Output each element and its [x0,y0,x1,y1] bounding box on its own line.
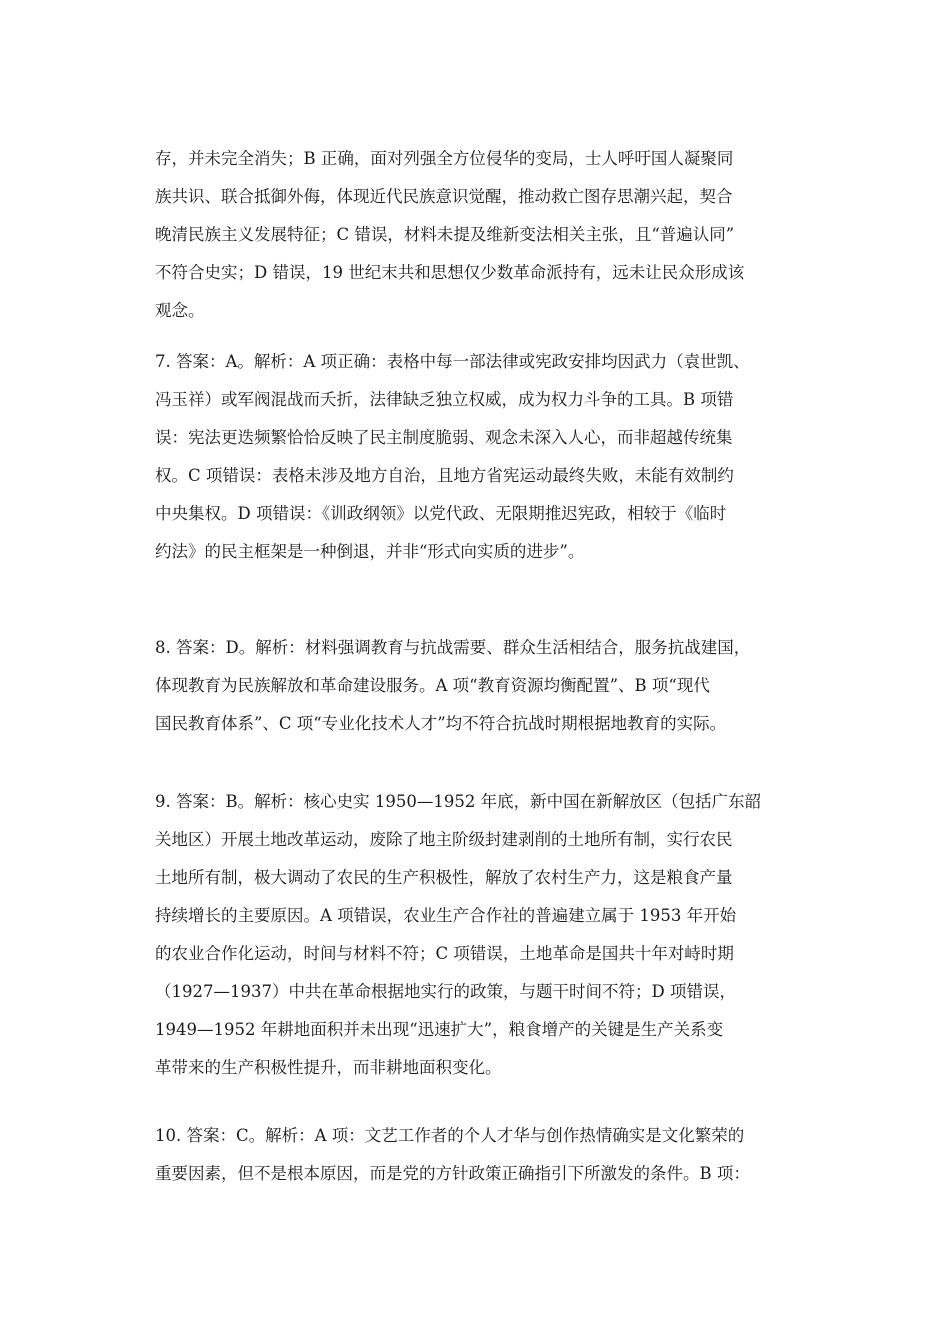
paragraph-line: 权。C 项错误：表格未涉及地方自治，且地方省宪运动最终失败，未能有效制约 [155,466,734,485]
paragraph-line: 体现教育为民族解放和革命建设服务。A 项“教育资源均衡配置”、B 项“现代 [155,676,710,695]
paragraph-line: 持续增长的主要原因。A 项错误，农业生产合作社的普遍建立属于 1953 年开始 [155,906,737,925]
answer-9-paragraph [155,783,805,1087]
paragraph-line: 7. 答案：A。解析：A 项正确：表格中每一部法律或宪政安排均因武力（袁世凯、 [155,352,750,371]
paragraph-line: 土地所有制，极大调动了农民的生产积极性，解放了农村生产力，这是粮食产量 [155,868,733,887]
answer-8-paragraph [155,629,805,743]
paragraph-line: 10. 答案：C。解析：A 项：文艺工作者的个人才华与创作热情确实是文化繁荣的 [155,1126,745,1145]
paragraph-line: 误：宪法更迭频繁恰恰反映了民主制度脆弱、观念未深入人心，而非超越传统集 [155,428,733,447]
paragraph-line: 关地区）开展土地改革运动，废除了地主阶级封建剥削的土地所有制，实行农民 [155,830,733,849]
paragraph-line: 中央集权。D 项错误：《训政纲领》以党代政、无限期推迟宪政，相较于《临时 [155,504,727,523]
paragraph-line: 约法》的民主框架是一种倒退，并非“形式向实质的进步”。 [155,542,585,561]
paragraph-line: 8. 答案：D。解析：材料强调教育与抗战需要、群众生活相结合，服务抗战建国， [155,638,751,657]
paragraph-line: 族共识、联合抵御外侮，体现近代民族意识觉醒，推动救亡图存思潮兴起，契合 [155,187,733,206]
answer-6-continued-paragraph [155,140,805,330]
answer-10-paragraph [155,1117,805,1193]
paragraph-line: 不符合史实；D 错误，19 世纪末共和思想仅少数革命派持有，远未让民众形成该 [155,263,745,282]
paragraph-line: 的农业合作化运动，时间与材料不符；C 项错误，土地革命是国共十年对峙时期 [155,944,734,963]
paragraph-line: 观念。 [155,301,205,320]
paragraph-line: 国民教育体系”、C 项“专业化技术人才”均不符合抗战时期根据地教育的实际。 [155,714,727,733]
paragraph-line: 冯玉祥）或军阀混战而夭折，法律缺乏独立权威，成为权力斗争的工具。B 项错 [155,390,734,409]
paragraph-line: 晚清民族主义发展特征；C 错误，材料未提及维新变法相关主张，且“普遍认同” [155,225,735,244]
paragraph-line: （1927—1937）中共在革命根据地实行的政策，与题干时间不符；D 项错误， [155,982,736,1001]
paragraph-line: 革带来的生产积极性提升，而非耕地面积变化。 [155,1058,502,1077]
paragraph-line: 1949—1952 年耕地面积并未出现“迅速扩大”，粮食增产的关键是生产关系变 [155,1020,724,1039]
paragraph-line: 存，并未完全消失；B 正确，面对列强全方位侵华的变局，士人呼吁国人凝聚同 [155,149,734,168]
paragraph-line: 重要因素，但不是根本原因，而是党的方针政策正确指引下所激发的条件。B 项： [155,1164,750,1183]
paragraph-line: 9. 答案：B。解析：核心史实 1950—1952 年底，新中国在新解放区（包括广东韶 [155,792,762,811]
answer-7-paragraph [155,343,805,571]
